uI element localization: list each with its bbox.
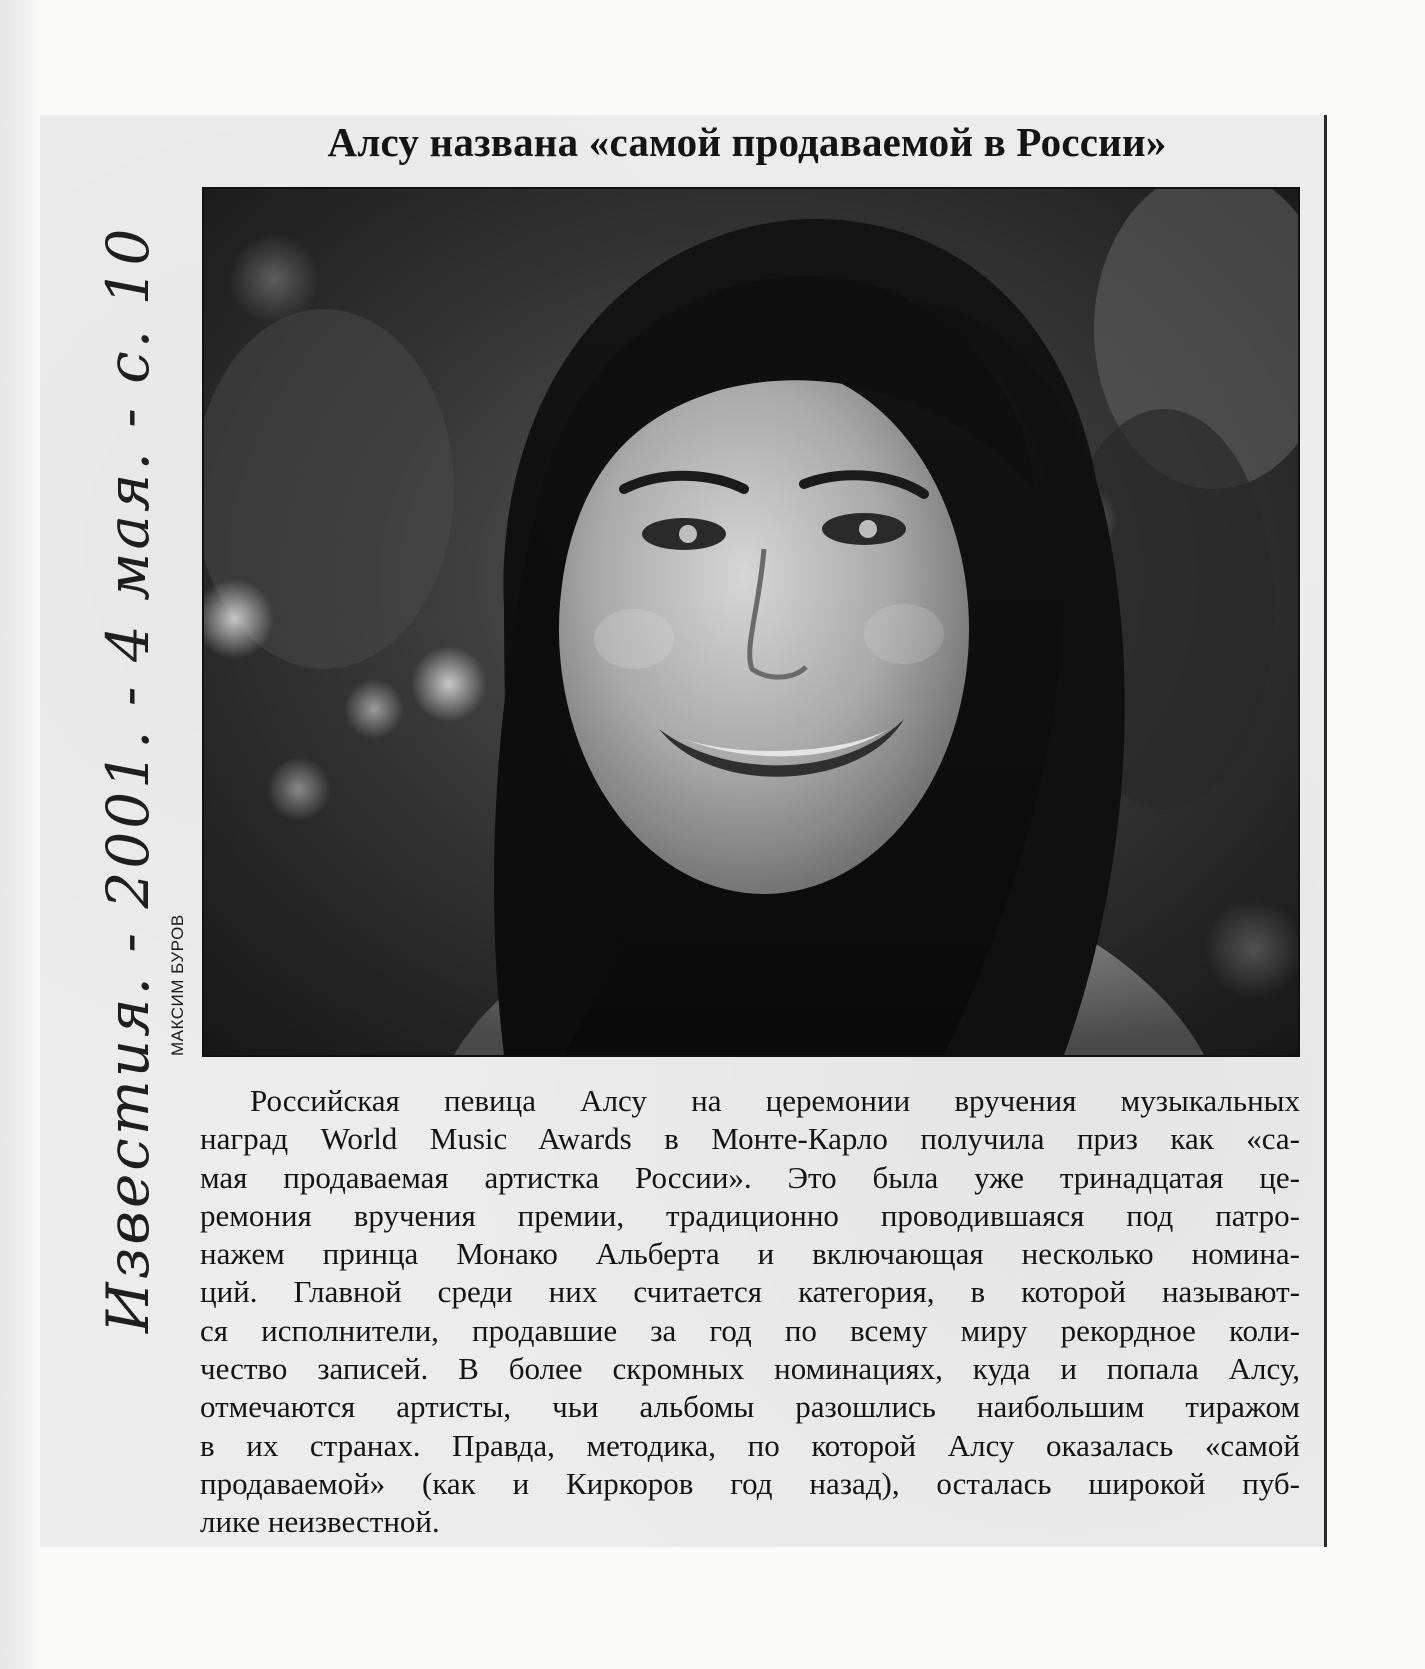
article-line: отмечаются артисты, чьи альбомы разошлись наибольшим тиражом (200, 1389, 1300, 1425)
article-line: наград World Music Awards в Монте-Карло получила приз как «са- (200, 1121, 1300, 1157)
article-line: в их странах. Правда, методика, по которой Алсу оказалась «самой (200, 1427, 1300, 1463)
photo-credit: МАКСИМ БУРОВ (168, 914, 187, 1056)
handwritten-citation-note: Известия. - 2001. - 4 мая. - с. 10 (94, 225, 162, 1333)
article-line: ций. Главной среди них считается категория, в которой называют- (200, 1274, 1300, 1310)
article-line: нажем принца Монако Альберта и включающая несколько номина- (200, 1236, 1300, 1272)
article-line: ся исполнители, продавшие за год по всему миру рекордное коли- (200, 1312, 1300, 1348)
article-body (200, 1082, 1300, 1542)
article-line: продаваемой» (как и Киркоров год назад), осталась широкой пуб- (200, 1465, 1300, 1501)
scanner-edge (0, 0, 40, 1669)
clipping-column-rule (1324, 115, 1327, 1547)
article-photo (202, 187, 1300, 1057)
article-line: лике неизвестной. (200, 1504, 440, 1540)
portrait-photo-illustration (204, 189, 1298, 1055)
article-line: мая продаваемая артистка России». Это была уже тринадцатая це- (200, 1159, 1300, 1195)
article-headline: Алсу названа «самой продаваемой в России» (327, 119, 1167, 165)
article-line: ремония вручения премии, традиционно проводившаяся под патро- (200, 1197, 1300, 1233)
article-line: Российская певица Алсу на церемонии вручения музыкальных (250, 1083, 1300, 1118)
article-line: чество записей. В более скромных номинациях, куда и попала Алсу, (200, 1351, 1300, 1387)
